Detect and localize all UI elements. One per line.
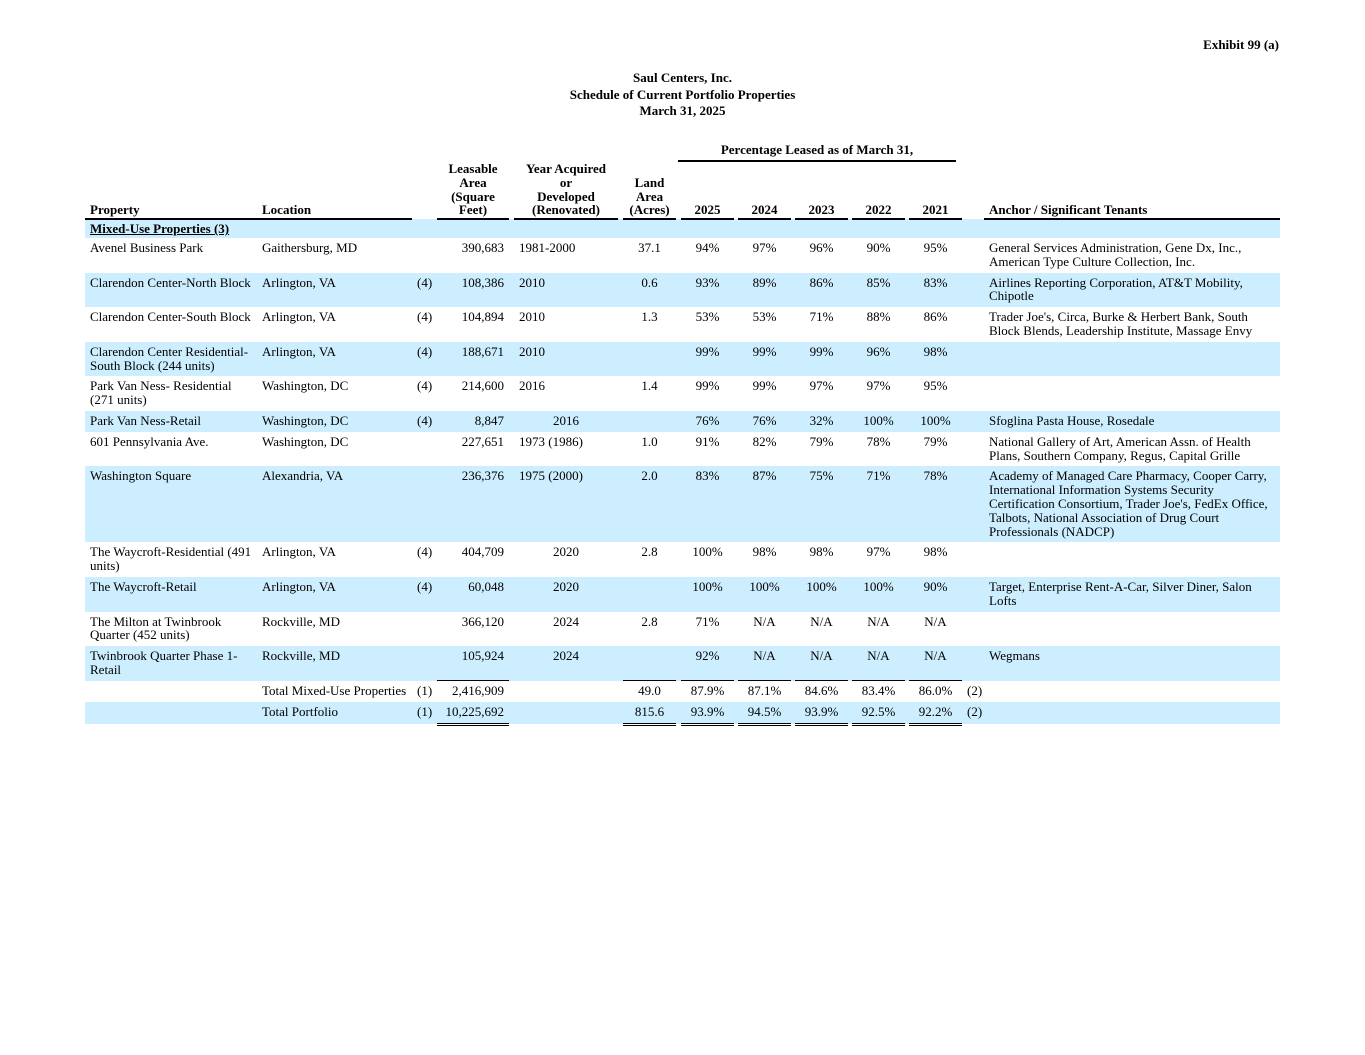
total-leasable-area: 10,225,692 [437,702,509,724]
total-label: Total Portfolio [257,702,412,724]
blank-cell [984,702,1280,724]
property-name: Clarendon Center-South Block [90,309,251,325]
anchor-tenants [984,542,1280,577]
leasable-area: 227,651 [461,433,504,449]
total-pct-leased-2021: 92.2% [909,702,962,724]
total-label: Total Mixed-Use Properties [262,682,407,698]
land-area: 2.0 [623,466,676,542]
table-row [85,238,1280,273]
pct-leased-2024: N/A [738,646,791,681]
pct-leased-2021: 79% [923,433,948,449]
col-header-leasable-area: Leasable Area (Square Feet) [437,162,509,219]
footnote-ref: (1) [417,682,433,698]
property-location: Arlington, VA [257,577,412,612]
pct-leased-2023: N/A [795,646,848,681]
year-acquired: 2016 [514,411,618,432]
pct-leased-2024: 76% [738,411,791,432]
table-row [85,376,1280,411]
property-name: Washington Square [85,466,257,542]
total-pct-leased-2023: 84.6% [795,681,848,702]
year-acquired: 2010 [514,273,618,308]
anchor-tenants: General Services Administration, Gene Dx, Inc., American Type Culture Collection, Inc. [989,239,1242,269]
footnote-ref: (4) [417,309,433,325]
year-acquired: 2020 [514,577,618,612]
year-acquired: 2024 [514,646,618,681]
footnote-ref [412,238,437,273]
pct-leased-2022: 71% [852,466,905,542]
blank-cell [514,702,618,724]
anchor-tenants [984,342,1280,377]
pct-leased-2025: 76% [681,411,734,432]
property-name: The Waycroft-Residential (491 units) [90,544,252,574]
footnote-ref: (2) [967,682,983,698]
pct-leased-2025: 99% [695,378,720,394]
col-header-year: Year Acquired or Developed (Renovated) [514,162,618,219]
footnote-ref [412,646,437,681]
pct-leased-2022: N/A [852,646,905,681]
col-header-2022: 2022 [852,162,905,219]
anchor-tenants: National Gallery of Art, American Assn. of Health Plans, Southern Company, Regus, Capital Grille [989,433,1251,463]
property-location: Washington, DC [262,433,349,449]
pct-leased-2024: 53% [752,309,777,325]
land-area: 2.8 [641,544,658,560]
leasable-area: 188,671 [437,342,509,377]
land-area: 1.3 [641,309,658,325]
percentage-leased-header: Percentage Leased as of March 31, [678,142,956,162]
table-row [85,542,1280,577]
footnote-ref: (1) [412,702,437,724]
year-acquired: 2016 [519,378,545,394]
col-header-2025: 2025 [681,162,734,219]
footnote-ref [412,466,437,542]
property-location: Washington, DC [257,411,412,432]
pct-leased-2021: 78% [909,466,962,542]
pct-leased-2023: 32% [795,411,848,432]
table-row [85,466,1280,542]
total-pct-leased-2024: 87.1% [738,681,791,702]
col-header-location: Location [257,162,412,219]
report-heading [0,70,1365,120]
footnote-ref: (4) [412,411,437,432]
total-pct-leased-2021: 86.0% [909,681,962,702]
land-area [623,411,676,432]
property-name: Park Van Ness- Residential (271 units) [90,378,232,408]
pct-leased-2024: 89% [738,273,791,308]
land-area [623,646,676,681]
pct-leased-2025: 93% [681,273,734,308]
property-name: Park Van Ness-Retail [85,411,257,432]
pct-leased-2025: 91% [695,433,720,449]
pct-leased-2024: 98% [752,544,777,560]
footnote-ref: (4) [412,577,437,612]
property-location: Alexandria, VA [257,466,412,542]
pct-leased-2025: 83% [681,466,734,542]
table-row [85,432,1280,467]
table-header-row [85,162,1280,219]
section-row [85,219,1280,238]
property-name: 601 Pennsylvania Ave. [90,433,209,449]
table-row [85,411,1280,432]
total-leasable-area: 2,416,909 [437,681,509,702]
pct-leased-2021: 90% [909,577,962,612]
land-area [623,342,676,377]
leasable-area: 404,709 [461,544,504,560]
year-acquired: 2010 [519,309,545,325]
total-pct-leased-2023: 93.9% [795,702,848,724]
pct-leased-2021: 100% [909,411,962,432]
footnote-ref [412,432,437,467]
leasable-area: 390,683 [461,239,504,255]
land-area: 37.1 [638,239,661,255]
exhibit-label: Exhibit 99 (a) [1203,37,1279,52]
col-header-property: Property [85,162,257,219]
report-date: March 31, 2025 [639,103,726,118]
property-location: Rockville, MD [257,646,412,681]
property-location: Arlington, VA [262,544,336,560]
pct-leased-2023: 86% [795,273,848,308]
pct-leased-2023: 98% [809,544,834,560]
pct-leased-2024: 82% [752,433,777,449]
property-name: Twinbrook Quarter Phase 1-Retail [85,646,257,681]
footnote-ref: (4) [412,342,437,377]
total-pct-leased-2022: 83.4% [852,681,905,702]
property-location: Arlington, VA [262,309,336,325]
pct-leased-2022: N/A [867,613,890,629]
pct-leased-2022: 97% [866,544,891,560]
pct-leased-2023: 71% [809,309,834,325]
leasable-area: 108,386 [437,273,509,308]
pct-leased-2022: 97% [866,378,891,394]
pct-leased-2024: 99% [752,378,777,394]
report-title: Schedule of Current Portfolio Properties [569,86,796,102]
table-row [85,646,1280,681]
blank-cell [85,702,257,724]
footnote-ref [412,612,437,647]
footnote-ref: (4) [417,544,433,560]
property-name: Clarendon Center-North Block [85,273,257,308]
land-area: 1.4 [641,378,658,394]
pct-leased-2023: 96% [809,239,834,255]
pct-leased-2025: 71% [695,613,720,629]
pct-leased-2022: 78% [866,433,891,449]
property-location: Rockville, MD [262,613,340,629]
pct-leased-2024: N/A [753,613,776,629]
pct-leased-2022: 85% [852,273,905,308]
col-header-2021: 2021 [909,162,962,219]
leasable-area: 8,847 [437,411,509,432]
pct-leased-2022: 90% [866,239,891,255]
pct-leased-2021: 95% [923,378,948,394]
year-acquired: 2024 [553,613,579,629]
total-land-area: 49.0 [623,681,676,702]
footnote-ref: (4) [417,378,433,394]
year-acquired: 2020 [553,544,579,560]
anchor-tenants: Sfoglina Pasta House, Rosedale [984,411,1280,432]
col-header-2024: 2024 [738,162,791,219]
property-name: Avenel Business Park [90,239,204,255]
table-row [85,307,1280,342]
pct-leased-2021: 98% [909,342,962,377]
property-location: Washington, DC [262,378,349,394]
leasable-area: 366,120 [461,613,504,629]
blank-cell [85,681,257,702]
pct-leased-2023: 100% [795,577,848,612]
total-row [85,681,1280,702]
year-acquired: 1973 (1986) [519,433,583,449]
pct-leased-2021: N/A [909,646,962,681]
pct-leased-2024: 99% [738,342,791,377]
footnote-ref: (2) [962,702,984,724]
section-title: Mixed-Use Properties (3) [90,221,230,237]
anchor-tenants [984,612,1280,647]
land-area: 1.0 [641,433,658,449]
pct-leased-2025: 100% [681,577,734,612]
total-pct-leased-2025: 87.9% [681,681,734,702]
pct-leased-2025: 99% [681,342,734,377]
anchor-tenants: Trader Joe's, Circa, Burke & Herbert Bank, South Block Blends, Leadership Institute, Massage Envy [989,309,1253,338]
pct-leased-2024: 87% [738,466,791,542]
anchor-tenants: Target, Enterprise Rent-A-Car, Silver Diner, Salon Lofts [984,577,1280,612]
year-acquired: 1975 (2000) [514,466,618,542]
land-area [623,577,676,612]
pct-leased-2021: 98% [923,544,948,560]
year-acquired: 2010 [514,342,618,377]
pct-leased-2023: 75% [795,466,848,542]
portfolio-schedule-table [85,162,1280,726]
pct-leased-2021: N/A [924,613,947,629]
property-location: Gaithersburg, MD [262,239,358,255]
total-pct-leased-2022: 92.5% [852,702,905,724]
land-area: 2.8 [641,613,658,629]
pct-leased-2025: 92% [681,646,734,681]
pct-leased-2023: 97% [809,378,834,394]
anchor-tenants: Wegmans [984,646,1280,681]
property-location: Arlington, VA [257,273,412,308]
company-name: Saul Centers, Inc. [633,70,732,85]
pct-leased-2021: 83% [909,273,962,308]
col-header-land-area: Land Area (Acres) [623,162,676,219]
property-name: Clarendon Center Residential-South Block (244 units) [85,342,257,377]
land-area: 0.6 [623,273,676,308]
pct-leased-2025: 94% [695,239,720,255]
pct-leased-2023: 79% [809,433,834,449]
pct-leased-2023: 99% [795,342,848,377]
leasable-area: 105,924 [437,646,509,681]
pct-leased-2025: 100% [692,544,723,560]
total-pct-leased-2025: 93.9% [681,702,734,724]
pct-leased-2025: 53% [695,309,720,325]
table-row [85,612,1280,647]
blank-cell [984,681,1280,702]
table-row [85,577,1280,612]
property-name: The Waycroft-Retail [85,577,257,612]
table-row [85,342,1280,377]
pct-leased-2023: N/A [810,613,833,629]
year-acquired: 1981-2000 [519,239,576,255]
footnote-ref: (4) [412,273,437,308]
leasable-area: 104,894 [461,309,504,325]
total-pct-leased-2024: 94.5% [738,702,791,724]
anchor-tenants: Academy of Managed Care Pharmacy, Cooper Carry, International Information Systems Security Certification Consortium, Trader Joe's, FedEx Office, Talbots, National Association of Drug Court Professionals (NADCP) [984,466,1280,542]
blank-cell [514,681,618,702]
total-land-area: 815.6 [623,702,676,724]
pct-leased-2024: 97% [752,239,777,255]
pct-leased-2021: 86% [923,309,948,325]
pct-leased-2021: 95% [923,239,948,255]
col-header-tenants: Anchor / Significant Tenants [984,162,1280,219]
col-header-2023: 2023 [795,162,848,219]
pct-leased-2022: 96% [852,342,905,377]
leasable-area: 214,600 [461,378,504,394]
pct-leased-2022: 88% [866,309,891,325]
property-name: The Milton at Twinbrook Quarter (452 units) [90,613,222,643]
pct-leased-2022: 100% [852,577,905,612]
pct-leased-2024: 100% [738,577,791,612]
anchor-tenants: Airlines Reporting Corporation, AT&T Mobility, Chipotle [984,273,1280,308]
pct-leased-2022: 100% [852,411,905,432]
table-row [85,273,1280,308]
total-row [85,702,1280,724]
anchor-tenants [984,376,1280,411]
leasable-area: 60,048 [437,577,509,612]
property-location: Arlington, VA [257,342,412,377]
leasable-area: 236,376 [437,466,509,542]
